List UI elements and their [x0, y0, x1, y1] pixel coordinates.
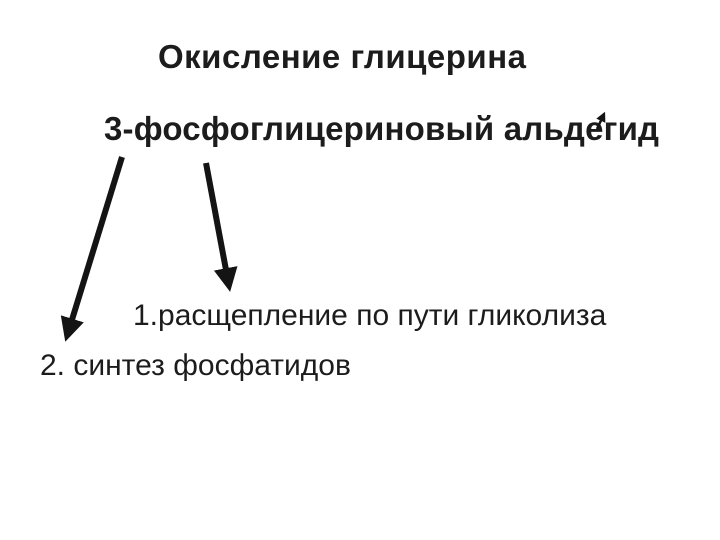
- arrow-down-left-icon: [67, 157, 122, 336]
- list-item-phosphatide-synthesis: 2. синтез фосфатидов: [40, 349, 351, 382]
- slide-subtitle: 3-фосфоглицериновый альдегид: [104, 110, 660, 147]
- list-item-glycolysis: 1.расщепление по пути гликолиза: [133, 299, 607, 332]
- slide-title: Окисление глицерина: [158, 38, 527, 75]
- arrow-down-right-icon: [206, 163, 229, 286]
